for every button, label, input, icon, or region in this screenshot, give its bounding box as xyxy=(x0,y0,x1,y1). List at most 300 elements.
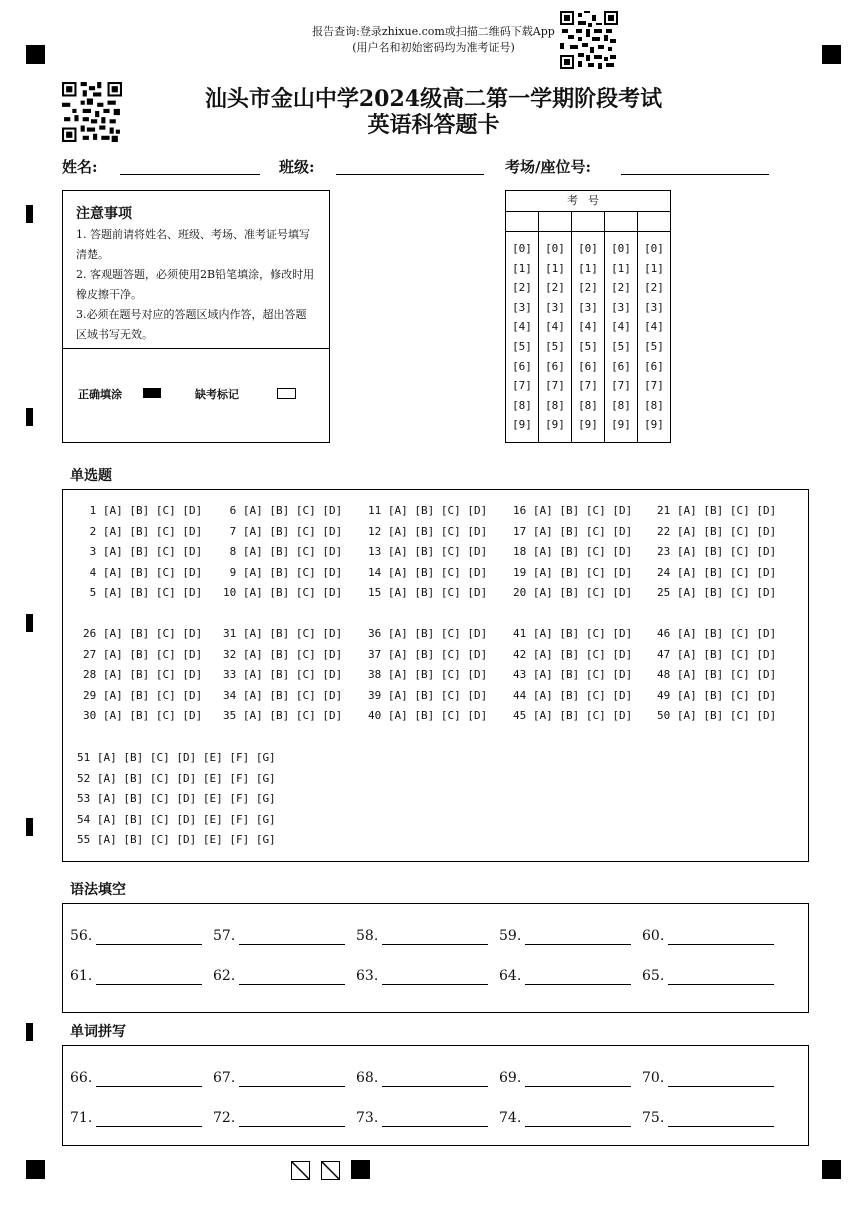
answer-bubbles[interactable]: [A] [B] [C] [D] xyxy=(102,586,203,599)
answer-bubbles[interactable]: [A] [B] [C] [D] xyxy=(532,688,633,702)
exam-digit-bubble[interactable]: [5] xyxy=(545,340,565,353)
answer-bubbles[interactable]: [A] [B] [C] [D] [E] [F] [G] xyxy=(96,812,276,826)
question-number: 3 xyxy=(83,545,103,558)
exam-digit-bubble[interactable]: [6] xyxy=(545,359,565,373)
blank-number: 73. xyxy=(356,1110,379,1126)
blank-number: 69. xyxy=(499,1070,522,1086)
exam-digit-bubble[interactable]: [9] xyxy=(545,418,565,432)
answer-bubbles[interactable]: [A] [B] [C] [D] xyxy=(676,524,777,538)
question-22[interactable] xyxy=(657,525,776,539)
exam-digit-bubble[interactable]: [3] xyxy=(512,300,532,314)
exam-digit-bubble[interactable]: [4] xyxy=(578,320,598,334)
blank-item xyxy=(499,1110,521,1126)
report-notice-line1: 报告查询:登录zhixue.com或扫描二维码下载App xyxy=(312,25,555,38)
question-number: 49 xyxy=(657,688,677,702)
answer-bubbles[interactable]: [A] [B] [C] [D] xyxy=(242,545,343,558)
question-number: 20 xyxy=(513,586,533,599)
blank-item xyxy=(213,1070,235,1086)
question-9[interactable] xyxy=(223,566,342,580)
answer-bubbles[interactable]: [A] [B] [C] [D] xyxy=(387,647,488,661)
exam-number-write-cell[interactable] xyxy=(605,211,637,232)
question-number: 1 xyxy=(83,504,103,517)
question-3[interactable] xyxy=(83,545,202,559)
question-14[interactable] xyxy=(368,566,487,580)
question-40[interactable] xyxy=(368,709,487,723)
question-number: 43 xyxy=(513,668,533,681)
answer-bubbles[interactable]: [A] [B] [C] [D] xyxy=(102,504,203,517)
blank-answer-line[interactable] xyxy=(382,1126,488,1127)
question-number: 48 xyxy=(657,668,677,681)
question-number: 15 xyxy=(368,586,388,599)
blank-answer-line[interactable] xyxy=(239,984,345,985)
answer-bubbles[interactable]: [A] [B] [C] [D] xyxy=(387,545,488,558)
exam-digit-bubble[interactable]: [7] xyxy=(644,379,664,393)
blank-item xyxy=(70,1110,92,1126)
exam-digit-bubble[interactable]: [7] xyxy=(611,379,631,393)
blank-item xyxy=(642,1070,664,1086)
answer-bubbles[interactable]: [A] [B] [C] [D] xyxy=(387,565,488,579)
question-number: 55 xyxy=(77,833,97,846)
question-number: 34 xyxy=(223,688,243,702)
question-number: 52 xyxy=(77,771,97,785)
answer-bubbles[interactable]: [A] [B] [C] [D] xyxy=(387,709,488,722)
exam-digit-bubble[interactable]: [6] xyxy=(512,359,532,373)
answer-bubbles[interactable]: [A] [B] [C] [D] xyxy=(676,565,777,579)
answer-bubbles[interactable]: [A] [B] [C] [D] [E] [F] [G] xyxy=(96,792,276,805)
blank-number: 75. xyxy=(642,1110,665,1126)
exam-digit-bubble[interactable]: [0] xyxy=(644,242,664,255)
question-number: 7 xyxy=(223,524,243,538)
question-number: 9 xyxy=(223,565,243,579)
exam-number-grid xyxy=(505,190,671,443)
answer-bubbles[interactable]: [A] [B] [C] [D] xyxy=(102,647,203,661)
blank-number: 58. xyxy=(356,928,379,944)
single-choice-area xyxy=(62,489,809,862)
blank-item xyxy=(499,928,521,944)
blank-answer-line[interactable] xyxy=(96,984,202,985)
question-number: 25 xyxy=(657,586,677,599)
exam-digit-bubble[interactable]: [8] xyxy=(611,398,631,412)
question-11[interactable] xyxy=(368,504,487,518)
question-12[interactable] xyxy=(368,525,487,539)
answer-bubbles[interactable]: [A] [B] [C] [D] xyxy=(532,709,633,722)
question-25[interactable] xyxy=(657,586,776,600)
answer-bubbles[interactable]: [A] [B] [C] [D] xyxy=(676,627,777,640)
absent-mark-label: 缺考标记 xyxy=(195,388,239,401)
question-number: 12 xyxy=(368,524,388,538)
blank-item xyxy=(70,968,92,984)
seat-field[interactable] xyxy=(621,174,769,175)
question-51[interactable] xyxy=(77,751,276,765)
question-10[interactable] xyxy=(223,586,342,600)
instruction-item: 1. 答题前请将姓名、班级、考场、准考证号填写清楚。 xyxy=(76,228,310,261)
blank-number: 56. xyxy=(70,928,93,944)
answer-bubbles[interactable]: [A] [B] [C] [D] xyxy=(242,688,343,702)
exam-digit-bubble[interactable]: [9] xyxy=(512,418,532,432)
class-label: 班级: xyxy=(279,158,315,176)
answer-bubbles[interactable]: [A] [B] [C] [D] xyxy=(242,524,343,538)
blank-number: 62. xyxy=(213,968,236,984)
blank-answer-line[interactable] xyxy=(382,1086,488,1087)
exam-digit-bubble[interactable]: [9] xyxy=(644,418,664,432)
answer-bubbles[interactable]: [A] [B] [C] [D] xyxy=(242,504,343,517)
page-subtitle: 英语科答题卡 xyxy=(367,112,500,138)
class-field[interactable] xyxy=(336,174,484,175)
student-info-row xyxy=(0,156,867,178)
blank-answer-line[interactable] xyxy=(382,984,488,985)
question-2[interactable] xyxy=(83,525,202,539)
question-number: 19 xyxy=(513,565,533,579)
question-number: 47 xyxy=(657,647,677,661)
exam-digit-bubble[interactable]: [8] xyxy=(545,398,565,412)
answer-bubbles[interactable]: [A] [B] [C] [D] xyxy=(102,688,203,702)
question-number: 35 xyxy=(223,709,243,722)
blank-answer-line[interactable] xyxy=(239,1086,345,1087)
blank-answer-line[interactable] xyxy=(525,984,631,985)
question-6[interactable] xyxy=(223,504,342,518)
question-7[interactable] xyxy=(223,525,342,539)
exam-digit-bubble[interactable]: [1] xyxy=(545,261,565,275)
answer-bubbles[interactable]: [A] [B] [C] [D] xyxy=(387,524,488,538)
question-number: 4 xyxy=(83,565,103,579)
exam-number-column xyxy=(638,211,670,442)
exam-digit-bubble[interactable]: [7] xyxy=(545,379,565,393)
question-47[interactable] xyxy=(657,648,776,662)
seat-label: 考场/座位号: xyxy=(505,158,592,176)
question-number: 44 xyxy=(513,688,533,702)
correct-fill-sample xyxy=(143,388,161,398)
page-mark-icon xyxy=(291,1161,310,1180)
question-number: 26 xyxy=(83,627,103,640)
question-18[interactable] xyxy=(513,545,632,559)
question-21[interactable] xyxy=(657,504,776,518)
question-30[interactable] xyxy=(83,709,202,723)
question-number: 6 xyxy=(223,504,243,517)
blank-answer-line[interactable] xyxy=(525,1086,631,1087)
answer-bubbles[interactable]: [A] [B] [C] [D] xyxy=(102,524,203,538)
exam-digit-bubble[interactable]: [5] xyxy=(512,340,532,353)
exam-digit-bubble[interactable]: [5] xyxy=(644,340,664,353)
exam-number-write-cell[interactable] xyxy=(572,211,604,232)
question-45[interactable] xyxy=(513,709,632,723)
answer-bubbles[interactable]: [A] [B] [C] [D] [E] [F] [G] xyxy=(96,771,276,785)
question-5[interactable] xyxy=(83,586,202,600)
exam-digit-bubble[interactable]: [1] xyxy=(611,261,631,275)
question-number: 42 xyxy=(513,647,533,661)
answer-bubbles[interactable]: [A] [B] [C] [D] xyxy=(242,586,343,599)
timing-mark xyxy=(26,408,33,426)
question-number: 51 xyxy=(77,751,97,764)
blank-answer-line[interactable] xyxy=(668,1086,774,1087)
exam-digit-bubble[interactable]: [4] xyxy=(644,320,664,334)
question-1[interactable] xyxy=(83,504,202,518)
answer-bubbles[interactable]: [A] [B] [C] [D] xyxy=(242,565,343,579)
question-31[interactable] xyxy=(223,627,342,641)
answer-bubbles[interactable]: [A] [B] [C] [D] xyxy=(676,668,777,681)
exam-digit-bubble[interactable]: [4] xyxy=(512,320,532,334)
blank-answer-line[interactable] xyxy=(239,944,345,945)
grammar-title: 语法填空 xyxy=(70,882,126,898)
question-15[interactable] xyxy=(368,586,487,600)
question-4[interactable] xyxy=(83,566,202,580)
answer-bubbles[interactable]: [A] [B] [C] [D] xyxy=(102,709,203,722)
exam-digit-bubble[interactable]: [0] xyxy=(512,242,532,255)
exam-digit-bubble[interactable]: [4] xyxy=(611,320,631,334)
question-26[interactable] xyxy=(83,627,202,641)
question-number: 27 xyxy=(83,647,103,661)
blank-answer-line[interactable] xyxy=(96,1126,202,1127)
exam-digit-bubble[interactable]: [2] xyxy=(578,281,598,295)
absent-mark-checkbox[interactable] xyxy=(277,388,296,399)
question-23[interactable] xyxy=(657,545,776,559)
blank-number: 61. xyxy=(70,968,93,984)
question-37[interactable] xyxy=(368,648,487,662)
question-44[interactable] xyxy=(513,689,632,703)
blank-answer-line[interactable] xyxy=(668,944,774,945)
exam-digit-bubble[interactable]: [0] xyxy=(578,242,598,255)
page-mark-icon xyxy=(321,1161,340,1180)
answer-bubbles[interactable]: [A] [B] [C] [D] xyxy=(102,545,203,558)
blank-number: 72. xyxy=(213,1110,236,1126)
question-41[interactable] xyxy=(513,627,632,641)
question-number: 45 xyxy=(513,709,533,722)
answer-bubbles[interactable]: [A] [B] [C] [D] xyxy=(532,647,633,661)
blank-number: 68. xyxy=(356,1070,379,1086)
answer-bubbles[interactable]: [A] [B] [C] [D] xyxy=(102,627,203,640)
blank-answer-line[interactable] xyxy=(382,944,488,945)
question-35[interactable] xyxy=(223,709,342,723)
exam-number-column xyxy=(605,211,638,442)
answer-bubbles[interactable]: [A] [B] [C] [D] xyxy=(387,668,488,681)
divider xyxy=(63,348,329,349)
blank-item xyxy=(356,1110,378,1126)
blank-number: 66. xyxy=(70,1070,93,1086)
blank-number: 60. xyxy=(642,928,665,944)
exam-digit-bubble[interactable]: [1] xyxy=(512,261,532,275)
exam-number-write-cell[interactable] xyxy=(506,211,538,232)
answer-bubbles[interactable]: [A] [B] [C] [D] xyxy=(242,709,343,722)
answer-bubbles[interactable]: [A] [B] [C] [D] xyxy=(676,586,777,599)
answer-bubbles[interactable]: [A] [B] [C] [D] xyxy=(676,545,777,558)
question-number: 2 xyxy=(83,524,103,538)
exam-digit-bubble[interactable]: [0] xyxy=(611,242,631,255)
blank-number: 74. xyxy=(499,1110,522,1126)
answer-bubbles[interactable]: [A] [B] [C] [D] xyxy=(532,627,633,640)
question-number: 22 xyxy=(657,524,677,538)
question-number: 5 xyxy=(83,586,103,599)
answer-bubbles[interactable]: [A] [B] [C] [D] xyxy=(387,504,488,517)
answer-bubbles[interactable]: [A] [B] [C] [D] xyxy=(532,504,633,517)
spelling-title: 单词拼写 xyxy=(70,1024,126,1040)
question-number: 23 xyxy=(657,545,677,558)
answer-bubbles[interactable]: [A] [B] [C] [D] xyxy=(532,668,633,681)
blank-item xyxy=(70,928,92,944)
exam-digit-bubble[interactable]: [3] xyxy=(578,300,598,314)
question-34[interactable] xyxy=(223,689,342,703)
exam-digit-bubble[interactable]: [4] xyxy=(545,320,565,334)
instruction-item: 3.必须在题号对应的答题区域内作答，超出答题区域书写无效。 xyxy=(76,308,307,341)
blank-answer-line[interactable] xyxy=(668,984,774,985)
exam-digit-bubble[interactable]: [8] xyxy=(644,398,664,412)
corner-mark-bottom-left xyxy=(26,1160,45,1179)
answer-bubbles[interactable]: [A] [B] [C] [D] [E] [F] [G] xyxy=(96,751,276,764)
question-32[interactable] xyxy=(223,648,342,662)
exam-number-column xyxy=(572,211,605,442)
exam-digit-bubble[interactable]: [6] xyxy=(644,359,664,373)
exam-digit-bubble[interactable]: [9] xyxy=(578,418,598,432)
grammar-area xyxy=(62,903,809,1013)
exam-digit-bubble[interactable]: [7] xyxy=(512,379,532,393)
blank-item xyxy=(642,968,664,984)
exam-number-write-cell[interactable] xyxy=(539,211,571,232)
blank-answer-line[interactable] xyxy=(96,944,202,945)
exam-digit-bubble[interactable]: [2] xyxy=(545,281,565,295)
question-52[interactable] xyxy=(77,772,276,786)
answer-bubbles[interactable]: [A] [B] [C] [D] xyxy=(676,688,777,702)
question-number: 30 xyxy=(83,709,103,722)
answer-bubbles[interactable]: [A] [B] [C] [D] xyxy=(387,586,488,599)
answer-bubbles[interactable]: [A] [B] [C] [D] xyxy=(242,647,343,661)
question-46[interactable] xyxy=(657,627,776,641)
blank-item xyxy=(213,1110,235,1126)
blank-item xyxy=(642,928,664,944)
exam-digit-bubble[interactable]: [1] xyxy=(578,261,598,275)
question-28[interactable] xyxy=(83,668,202,682)
question-55[interactable] xyxy=(77,833,276,847)
question-number: 24 xyxy=(657,565,677,579)
question-19[interactable] xyxy=(513,566,632,580)
question-24[interactable] xyxy=(657,566,776,580)
instructions-box xyxy=(62,190,330,443)
answer-bubbles[interactable]: [A] [B] [C] [D] xyxy=(532,565,633,579)
question-33[interactable] xyxy=(223,668,342,682)
exam-digit-bubble[interactable]: [3] xyxy=(545,300,565,314)
exam-digit-bubble[interactable]: [5] xyxy=(611,340,631,353)
exam-digit-bubble[interactable]: [3] xyxy=(644,300,664,314)
question-42[interactable] xyxy=(513,648,632,662)
answer-bubbles[interactable]: [A] [B] [C] [D] xyxy=(242,627,343,640)
blank-item xyxy=(642,1110,664,1126)
question-49[interactable] xyxy=(657,689,776,703)
exam-digit-bubble[interactable]: [8] xyxy=(512,398,532,412)
blank-item xyxy=(499,968,521,984)
answer-bubbles[interactable]: [A] [B] [C] [D] xyxy=(387,688,488,702)
exam-number-write-cell[interactable] xyxy=(638,211,670,232)
exam-digit-bubble[interactable]: [0] xyxy=(545,242,565,255)
question-48[interactable] xyxy=(657,668,776,682)
question-20[interactable] xyxy=(513,586,632,600)
question-number: 11 xyxy=(368,504,388,517)
exam-digit-bubble[interactable]: [2] xyxy=(512,281,532,295)
page-mark-filled xyxy=(351,1160,370,1179)
question-number: 54 xyxy=(77,812,97,826)
answer-bubbles[interactable]: [A] [B] [C] [D] xyxy=(532,524,633,538)
question-number: 46 xyxy=(657,627,677,640)
blank-number: 64. xyxy=(499,968,522,984)
exam-digit-bubble[interactable]: [2] xyxy=(644,281,664,295)
answer-bubbles[interactable]: [A] [B] [C] [D] xyxy=(676,504,777,517)
correct-fill-label: 正确填涂 xyxy=(78,388,122,401)
question-number: 28 xyxy=(83,668,103,681)
blank-answer-line[interactable] xyxy=(239,1126,345,1127)
answer-bubbles[interactable]: [A] [B] [C] [D] xyxy=(532,545,633,558)
exam-number-column xyxy=(506,211,539,442)
blank-number: 67. xyxy=(213,1070,236,1086)
question-39[interactable] xyxy=(368,689,487,703)
blank-number: 59. xyxy=(499,928,522,944)
exam-digit-bubble[interactable]: [9] xyxy=(611,418,631,432)
question-54[interactable] xyxy=(77,813,276,827)
question-number: 36 xyxy=(368,627,388,640)
question-number: 41 xyxy=(513,627,533,640)
question-27[interactable] xyxy=(83,648,202,662)
question-16[interactable] xyxy=(513,504,632,518)
question-17[interactable] xyxy=(513,525,632,539)
question-number: 37 xyxy=(368,647,388,661)
answer-bubbles[interactable]: [A] [B] [C] [D] xyxy=(387,627,488,640)
question-43[interactable] xyxy=(513,668,632,682)
question-50[interactable] xyxy=(657,709,776,723)
question-36[interactable] xyxy=(368,627,487,641)
question-number: 38 xyxy=(368,668,388,681)
blank-number: 63. xyxy=(356,968,379,984)
answer-bubbles[interactable]: [A] [B] [C] [D] xyxy=(242,668,343,681)
blank-answer-line[interactable] xyxy=(668,1126,774,1127)
answer-bubbles[interactable]: [A] [B] [C] [D] [E] [F] [G] xyxy=(96,833,276,846)
blank-number: 65. xyxy=(642,968,665,984)
instructions-title: 注意事项 xyxy=(76,206,132,222)
answer-bubbles[interactable]: [A] [B] [C] [D] xyxy=(102,565,203,579)
name-field[interactable] xyxy=(120,174,260,175)
question-number: 13 xyxy=(368,545,388,558)
answer-bubbles[interactable]: [A] [B] [C] [D] xyxy=(676,647,777,661)
blank-answer-line[interactable] xyxy=(525,1126,631,1127)
question-38[interactable] xyxy=(368,668,487,682)
blank-item xyxy=(356,1070,378,1086)
question-number: 32 xyxy=(223,647,243,661)
timing-mark xyxy=(26,1023,33,1041)
exam-digit-bubble[interactable]: [6] xyxy=(578,359,598,373)
answer-bubbles[interactable]: [A] [B] [C] [D] xyxy=(532,586,633,599)
exam-digit-bubble[interactable]: [2] xyxy=(611,281,631,295)
question-number: 16 xyxy=(513,504,533,517)
exam-digit-bubble[interactable]: [3] xyxy=(611,300,631,314)
exam-digit-bubble[interactable]: [8] xyxy=(578,398,598,412)
question-8[interactable] xyxy=(223,545,342,559)
question-number: 14 xyxy=(368,565,388,579)
exam-digit-bubble[interactable]: [5] xyxy=(578,340,598,353)
answer-bubbles[interactable]: [A] [B] [C] [D] xyxy=(676,709,777,722)
timing-mark xyxy=(26,614,33,632)
exam-digit-bubble[interactable]: [1] xyxy=(644,261,664,275)
blank-item xyxy=(356,968,378,984)
question-number: 17 xyxy=(513,524,533,538)
corner-mark-bottom-right xyxy=(822,1160,841,1179)
exam-number-column xyxy=(539,211,572,442)
report-notice xyxy=(0,24,867,56)
question-53[interactable] xyxy=(77,792,276,806)
question-13[interactable] xyxy=(368,545,487,559)
answer-bubbles[interactable]: [A] [B] [C] [D] xyxy=(102,668,203,681)
question-29[interactable] xyxy=(83,689,202,703)
blank-answer-line[interactable] xyxy=(96,1086,202,1087)
blank-answer-line[interactable] xyxy=(525,944,631,945)
instruction-item: 2. 客观题答题，必须使用2B铅笔填涂，修改时用橡皮擦干净。 xyxy=(76,268,315,301)
question-number: 31 xyxy=(223,627,243,640)
exam-digit-bubble[interactable]: [6] xyxy=(611,359,631,373)
blank-number: 71. xyxy=(70,1110,93,1126)
exam-digit-bubble[interactable]: [7] xyxy=(578,379,598,393)
